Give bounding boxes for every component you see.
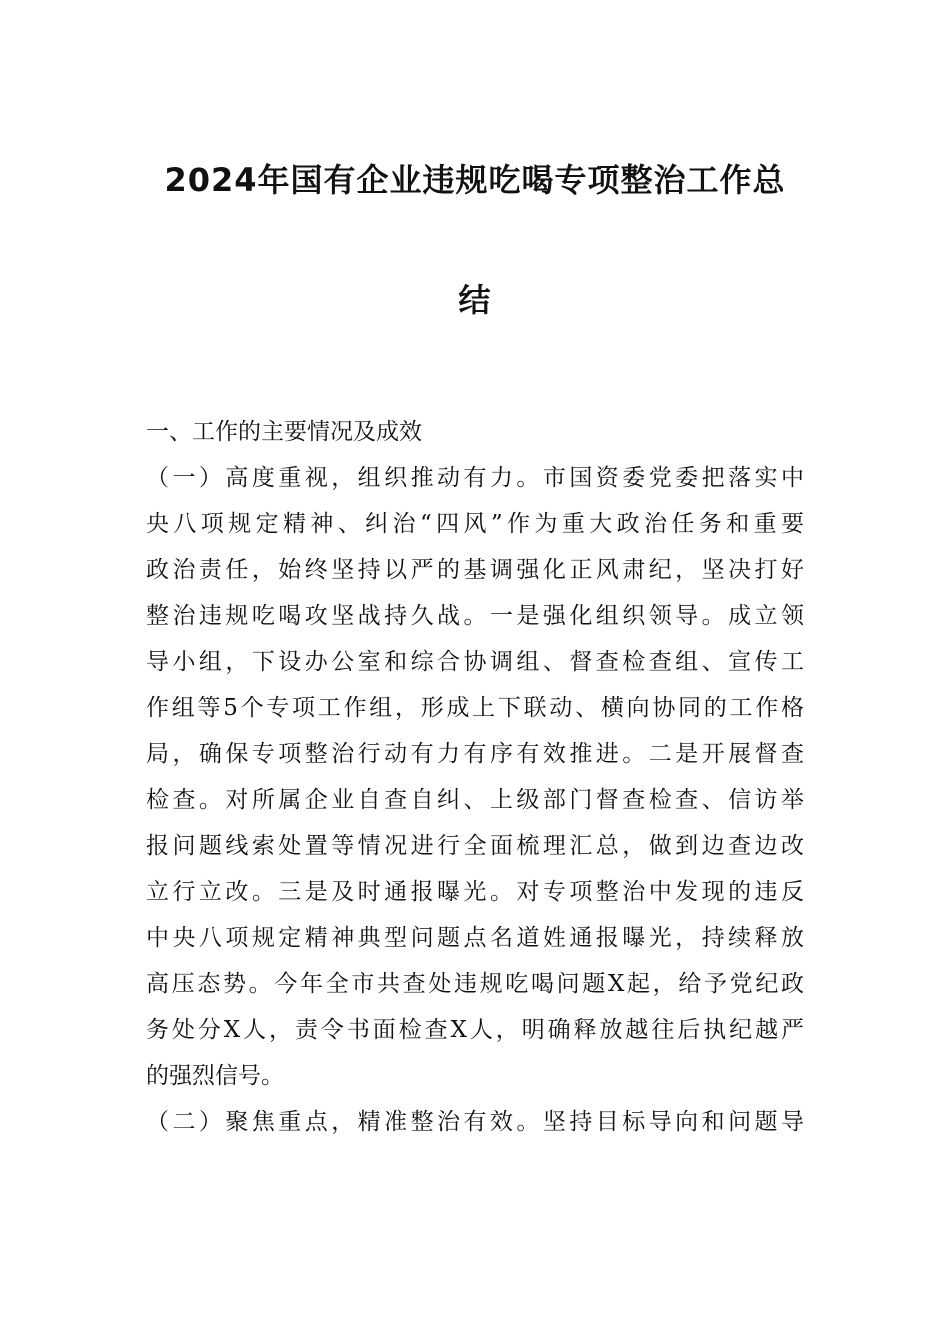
paragraph-line: 报问题线索处置等情况进行全面梳理汇总，做到边查边改: [146, 833, 804, 859]
paragraph-line: 导小组，下设办公室和综合协调组、督查检查组、宣传工: [146, 649, 804, 675]
paragraph-line: 立行立改。三是及时通报曝光。对专项整治中发现的违反: [146, 879, 804, 905]
paragraph-line: 务处分X人，责令书面检查X人，明确释放越往后执纪越严: [146, 1017, 804, 1043]
paragraph-line: （一）高度重视，组织推动有力。市国资委党委把落实中: [146, 465, 804, 491]
paragraph-line: （二）聚焦重点，精准整治有效。坚持目标导向和问题导: [146, 1109, 804, 1135]
paragraph-line: 中央八项规定精神典型问题点名道姓通报曝光，持续释放: [146, 925, 804, 951]
paragraph-line: 局，确保专项整治行动有力有序有效推进。二是开展督查: [146, 741, 804, 767]
document-title-line-2: 结: [458, 281, 492, 319]
paragraph-line: 的强烈信号。: [146, 1063, 284, 1089]
paragraph-line: 央八项规定精神、纠治“四风”作为重大政治任务和重要: [146, 511, 804, 537]
section-heading: 一、工作的主要情况及成效: [146, 419, 422, 445]
paragraph-line: 政治责任，始终坚持以严的基调强化正风肃纪，坚决打好: [146, 557, 804, 583]
paragraph-line: 作组等5个专项工作组，形成上下联动、横向协同的工作格: [146, 695, 804, 721]
paragraph-line: 高压态势。今年全市共查处违规吃喝问题X起，给予党纪政: [146, 971, 804, 997]
document-title-line-1: 2024年国有企业违规吃喝专项整治工作总: [164, 161, 786, 199]
paragraph-line: 检查。对所属企业自查自纠、上级部门督查检查、信访举: [146, 787, 804, 813]
paragraph-line: 整治违规吃喝攻坚战持久战。一是强化组织领导。成立领: [146, 603, 804, 629]
